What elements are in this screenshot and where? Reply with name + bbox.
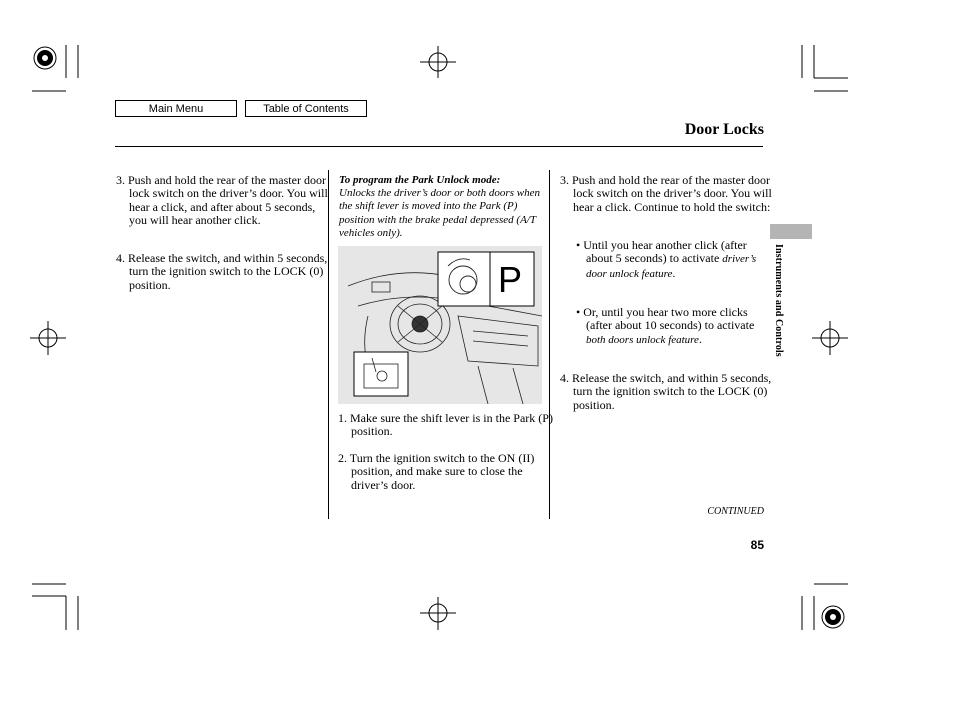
page-title: Door Locks <box>684 121 764 138</box>
park-unlock-intro: Unlocks the driver’s door or both doors when the shift lever is moved into the Park (P) position with the brake pedal depressed (A/T vehicles only). <box>339 187 540 239</box>
page-number: 85 <box>750 538 764 552</box>
left-step-3: 3. Push and hold the rear of the master door lock switch on the driver’s door. You will hear a click, and after about 5 seconds, you will hear another click. <box>116 173 328 228</box>
right-step-3: 3. Push and hold the rear of the master door lock switch on the driver’s door. You will hear a click. Continue to hold the switch: <box>560 173 772 214</box>
section-tab <box>770 224 812 239</box>
bullet-driver-door-feature: driver’s door unlock feature <box>586 253 757 280</box>
bullet-both-doors <box>576 306 766 347</box>
bullet-both-doors-feature: both doors unlock feature <box>586 333 699 346</box>
continued-label: CONTINUED <box>707 506 764 517</box>
section-label: Instruments and Controls <box>773 244 784 357</box>
middle-step-2: 2. Turn the ignition switch to the ON (II) position, and make sure to close the driver’s door. <box>338 451 535 492</box>
bullet-driver-door-text: • Until you hear another click (after about 5 seconds) to activate <box>576 238 747 266</box>
table-of-contents-button[interactable]: Table of Contents <box>245 100 367 117</box>
middle-step-1: 1. Make sure the shift lever is in the Park (P) position. <box>338 411 553 439</box>
right-step-4: 4. Release the switch, and within 5 seconds, turn the ignition switch to the LOCK (0) position. <box>560 371 772 412</box>
bullet-driver-door <box>576 239 766 281</box>
main-menu-button[interactable]: Main Menu <box>115 100 237 117</box>
header-rule <box>115 146 763 147</box>
bullet-driver-door-period: . <box>672 265 676 280</box>
park-indicator-letter: P <box>498 259 523 300</box>
bullet-both-doors-period: . <box>698 331 702 346</box>
dashboard-illustration <box>338 246 542 404</box>
park-unlock-heading: To program the Park Unlock mode: <box>339 174 501 186</box>
left-step-4: 4. Release the switch, and within 5 seconds, turn the ignition switch to the LOCK (0) position. <box>116 251 328 292</box>
bullet-both-doors-text: • Or, until you hear two more clicks (after about 10 seconds) to activate <box>576 305 755 333</box>
